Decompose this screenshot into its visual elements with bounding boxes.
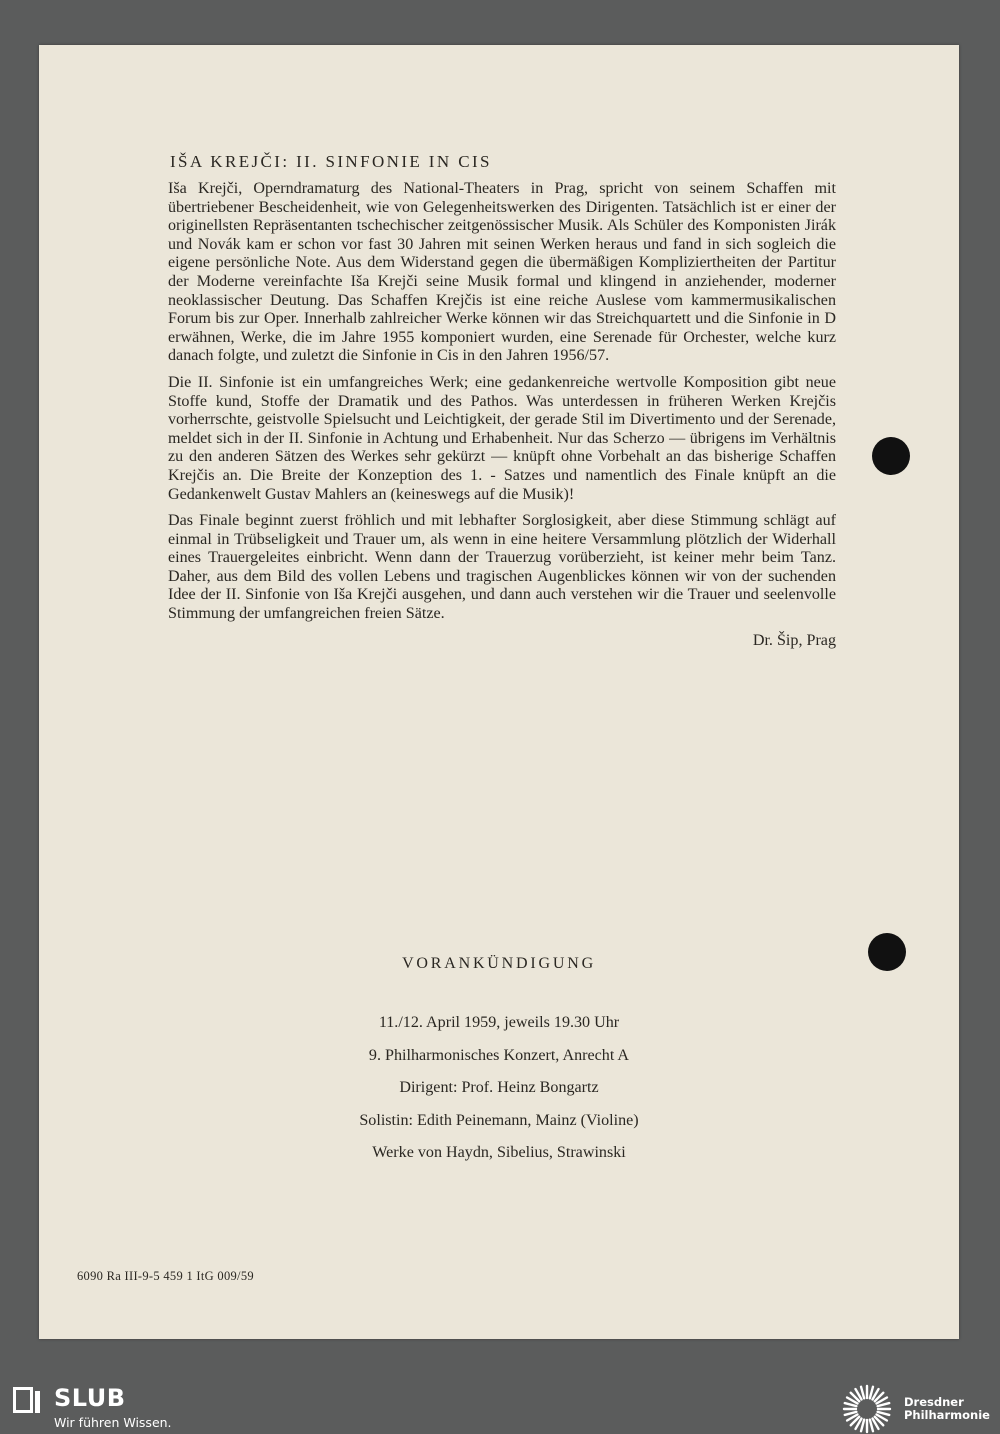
- announcement-line: 11./12. April 1959, jeweils 19.30 Uhr: [378, 1014, 620, 1031]
- dresdner-philharmonie-logo-icon: [842, 1384, 892, 1434]
- announcement-line: Werke von Haydn, Sibelius, Strawinski: [372, 1144, 626, 1161]
- partner-name-line: Dresdner: [904, 1395, 964, 1409]
- article-paragraph: Die II. Sinfonie ist ein umfangreiches Werk; eine gedankenreiche wertvolle Komposition gibt neue Stoffe kund, Stoffe der Dramatik und des Pathos. Was unterdessen in früheren Werken Krejčis vorherrschte, geistvolle Spielsucht und Leichtigkeit, der gerade Stil im Divertimento und der Serenade, meldet sich in der II. Sinfonie in Achtung und Erhabenheit. Nur das Scherzo — übrigens im Verhältnis zu den anderen Sätzen des Werkes sehr gekürzt — knüpft ohne Vorbehalt an das bisherige Schaffen Krejčis an. Die Breite der Konzeption des 1. - Satzes und namentlich des Finale knüpft an die Gedankenwelt Gustav Mahlers an (keineswegs auf die Musik)!: [168, 373, 836, 503]
- punch-hole: [868, 933, 906, 971]
- partner-name-line: Philharmonie: [904, 1408, 990, 1422]
- slub-tagline: Wir führen Wissen.: [54, 1415, 172, 1430]
- announcement-line: 9. Philharmonisches Konzert, Anrecht A: [368, 1046, 630, 1064]
- punch-hole: [872, 437, 910, 475]
- slub-logo-icon: [13, 1387, 41, 1413]
- announcement-line: Dirigent: Prof. Heinz Bongartz: [399, 1079, 599, 1096]
- slub-name: SLUB: [54, 1384, 126, 1412]
- viewer-footer: [0, 1383, 1000, 1433]
- article-paragraph: Das Finale beginnt zuerst fröhlich und mit lebhafter Sorglosigkeit, aber diese Stimmung schlägt auf einmal in Trübseligkeit und Trauer um, als wenn in eine heitere Versammlung plötzlich der Widerhall eines Trauergeleites einbricht. Wenn dann der Trauerzug vorüberzieht, ist keiner mehr beim Tanz. Daher, aus dem Bild des vollen Lebens und tragischen Augenblickes können wir von der suchenden Idee der II. Sinfonie von Iša Krejči ausgehen, und dann auch verstehen wir die Trauer und seelenvolle Stimmung der umfangreichen freien Sätze.: [168, 512, 836, 623]
- article-signature: Dr. Šip, Prag: [752, 631, 836, 649]
- document-page: [39, 45, 959, 1339]
- article-paragraph: Iša Krejči, Operndramaturg des National-Theaters in Prag, spricht von seinem Schaffen mit übertriebener Bescheidenheit, wie von Gelegenheitswerken des Dirigenten. Tatsächlich ist er einer der originellsten Repräsentanten tschechischer zeitgenössischer Musik. Als Schüler des Komponisten Jirák und Novák kam er schon vor fast 30 Jahren mit seinen Werken heraus und fand in sich sogleich die eigene persönliche Note. Aus dem Widerstand gegen die übermäßigen Kompliziertheiten der Partitur der Moderne vereinfachte Iša Krejči seine Musik formal und klingend in anziehender, moderner neoklassischer Deutung. Das Schaffen Krejčis ist eine reiche Auslese vom kammermusikalischen Forum bis zur Oper. Innerhalb zahlreicher Werke können wir das Streichquartett und die Sinfonie in D erwähnen, Werke, die im Jahre 1955 komponiert wurden, eine Serenade für Orchester, welche kurz danach folgte, und zuletzt die Sinfonie in Cis in den Jahren 1956/57.: [168, 180, 836, 365]
- article: [168, 152, 836, 650]
- article-title: IŠA KREJČI: II. SINFONIE IN CIS: [170, 152, 492, 171]
- announcement: [39, 955, 959, 1170]
- printer-imprint: 6090 Ra III-9-5 459 1 ItG 009/59: [77, 1269, 254, 1283]
- partner-name: [904, 1396, 990, 1422]
- announcement-title: VORANKÜNDIGUNG: [402, 955, 596, 972]
- announcement-line: Solistin: Edith Peinemann, Mainz (Violine): [359, 1111, 639, 1129]
